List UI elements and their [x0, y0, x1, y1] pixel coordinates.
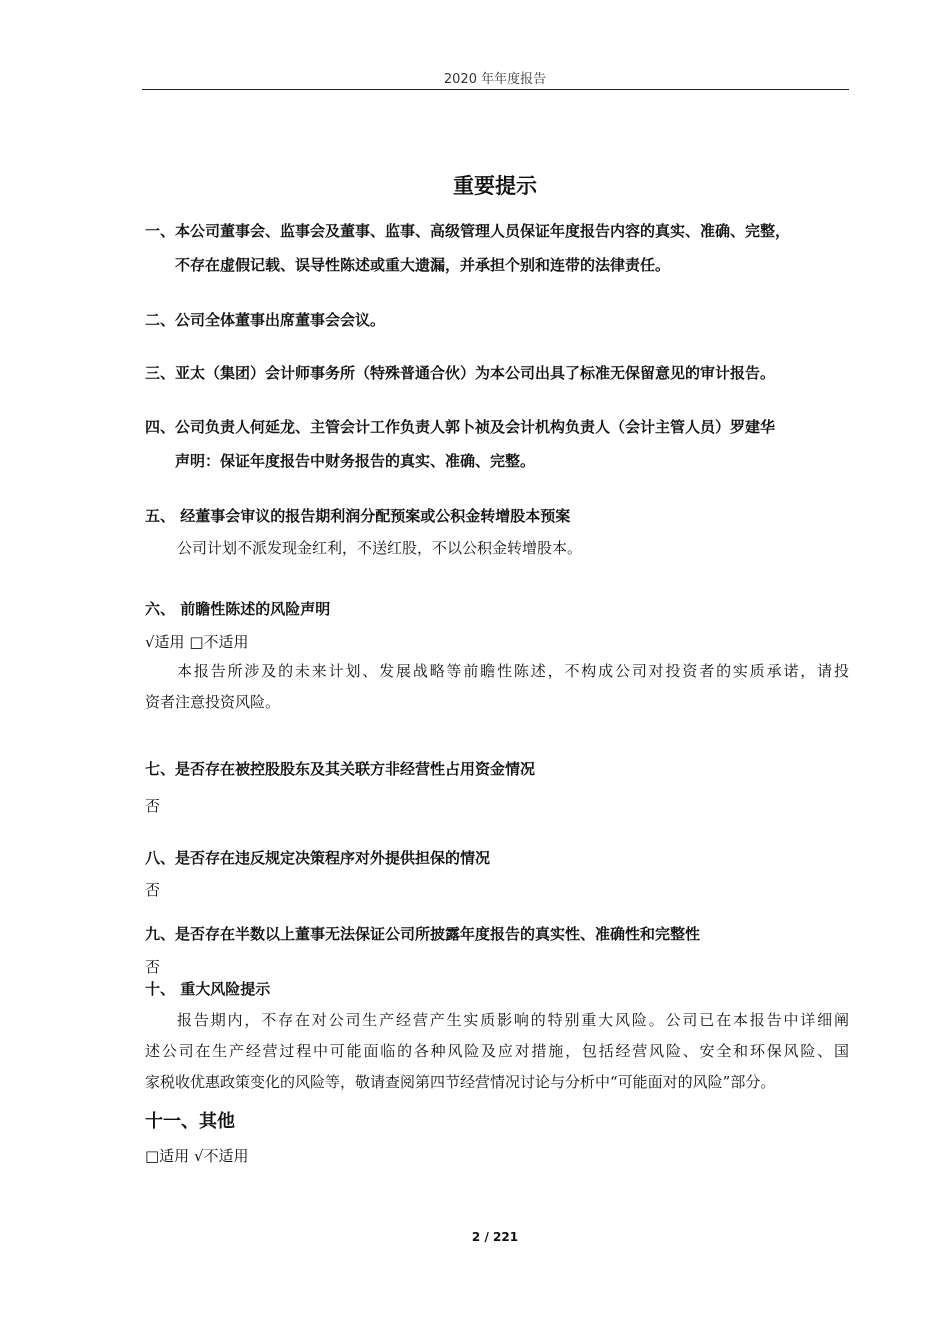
item-four-line-1: 四、公司负责人何延龙、主管会计工作负责人郭卜祯及会计机构负责人（会计主管人员）罗建华	[145, 418, 776, 436]
item-six-body-line-1: 本报告所涉及的未来计划、发展战略等前瞻性陈述，不构成公司对投资者的实质承诺，请投	[177, 662, 849, 680]
page-header-title: 2020 年年度报告	[443, 72, 547, 87]
item-eleven-heading: 十一、其他	[145, 1111, 235, 1132]
item-seven-answer: 否	[145, 797, 161, 815]
item-one-line-2: 不存在虚假记载、误导性陈述或重大遗漏，并承担个别和连带的法律责任。	[175, 256, 671, 274]
item-seven-heading: 七、是否存在被控股股东及其关联方非经营性占用资金情况	[145, 760, 536, 778]
item-nine-heading: 九、是否存在半数以上董事无法保证公司所披露年度报告的真实性、准确性和完整性	[145, 925, 701, 943]
item-one-line-1: 一、本公司董事会、监事会及董事、监事、高级管理人员保证年度报告内容的真实、准确、完整，	[145, 222, 791, 240]
item-eight-answer: 否	[145, 881, 161, 899]
item-ten-body-line-2: 述公司在生产经营过程中可能面临的各种风险及应对措施，包括经营风险、安全和环保风险、国	[145, 1042, 849, 1060]
item-ten-heading: 十、 重大风险提示	[145, 980, 271, 998]
page-number: 2 / 221	[471, 1230, 519, 1244]
item-five-body: 公司计划不派发现金红利，不送红股，不以公积金转增股本。	[177, 539, 583, 557]
item-six-heading: 六、 前瞻性陈述的风险声明	[145, 600, 331, 618]
item-four-line-2: 声明：保证年度报告中财务报告的真实、准确、完整。	[175, 452, 536, 470]
item-ten-body	[145, 1005, 849, 1098]
item-eleven-options: □适用 √不适用	[145, 1147, 249, 1165]
header-divider	[142, 89, 849, 90]
item-three: 三、亚太（集团）会计师事务所（特殊普通合伙）为本公司出具了标准无保留意见的审计报告。	[145, 364, 776, 382]
item-six-options: √适用 □不适用	[145, 633, 249, 651]
item-nine-answer: 否	[145, 958, 161, 976]
item-ten-body-line-1: 报告期内，不存在对公司生产经营产生实质影响的特别重大风险。公司已在本报告中详细阐	[177, 1011, 849, 1029]
page-title: 重要提示	[453, 174, 537, 198]
item-eight-heading: 八、是否存在违反规定决策程序对外提供担保的情况	[145, 849, 491, 867]
item-ten-body-line-3: 家税收优惠政策变化的风险等，敬请查阅第四节经营情况讨论与分析中“可能面对的风险”部分。	[145, 1073, 776, 1091]
item-six-body	[145, 656, 849, 718]
item-two: 二、公司全体董事出席董事会会议。	[145, 311, 386, 329]
item-five-heading: 五、 经董事会审议的报告期利润分配预案或公积金转增股本预案	[145, 507, 571, 525]
item-six-body-line-2: 资者注意投资风险。	[145, 693, 281, 711]
